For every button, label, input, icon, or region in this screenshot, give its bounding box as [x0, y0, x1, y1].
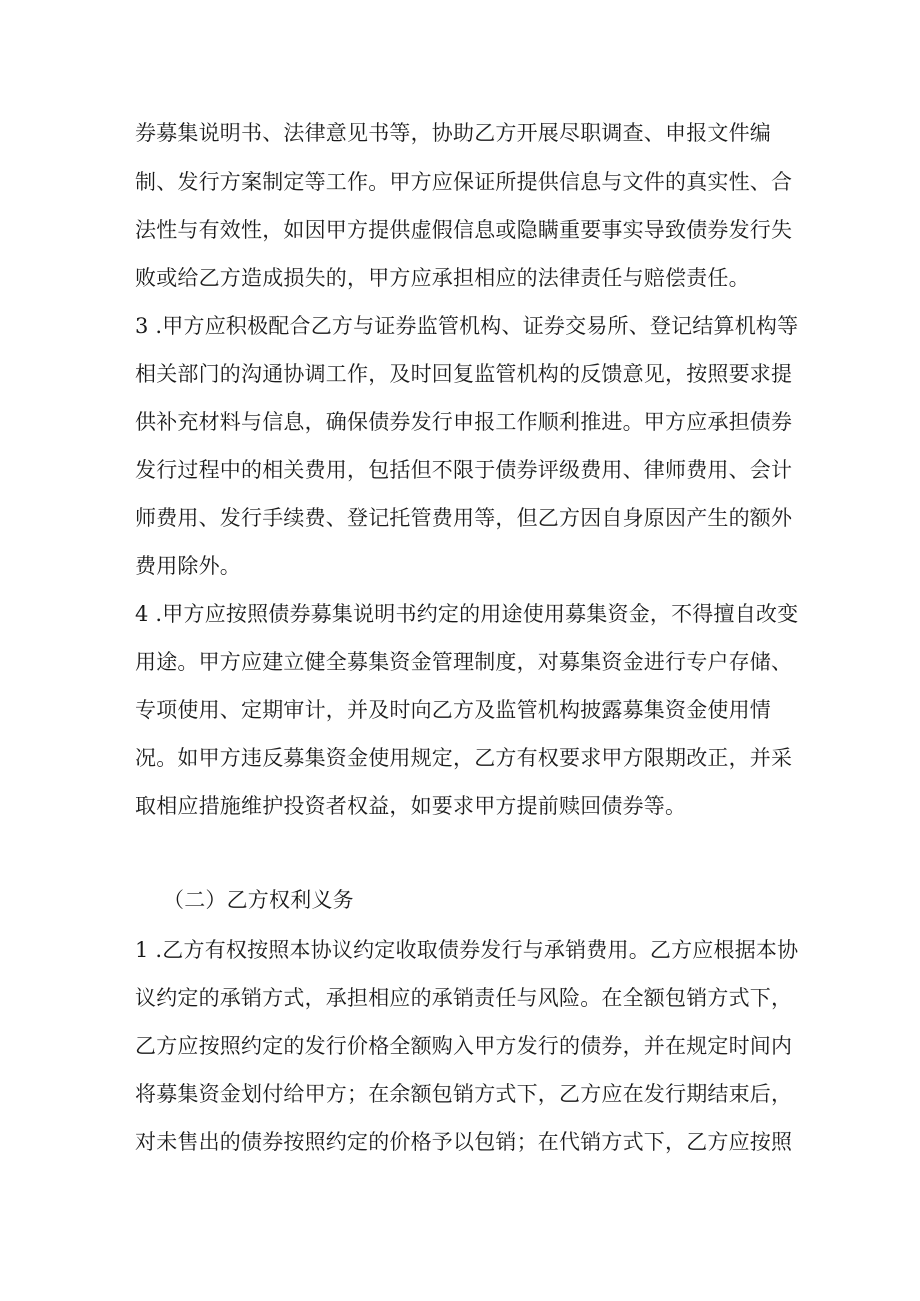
paragraph-line: 发行过程中的相关费用，包括但不限于债券评级费用、律师费用、会计: [135, 458, 793, 482]
paragraph-line: 对未售出的债券按照约定的价格予以包销；在代销方式下，乙方应按照: [135, 1130, 793, 1154]
paragraph-line: 供补充材料与信息，确保债券发行申报工作顺利推进。甲方应承担债券: [135, 410, 793, 434]
paragraph-line: 1 .乙方有权按照本协议约定收取债券发行与承销费用。乙方应根据本协: [135, 938, 799, 962]
paragraph-line: 券募集说明书、法律意见书等，协助乙方开展尽职调查、申报文件编: [135, 121, 771, 145]
section-heading: （二）乙方权利义务: [163, 888, 354, 912]
paragraph-line: 4 .甲方应按照债券募集说明书约定的用途使用募集资金，不得擅自改变: [135, 602, 799, 626]
paragraph-line: 相关部门的沟通协调工作，及时回复监管机构的反馈意见，按照要求提: [135, 362, 793, 386]
paragraph-line: 制、发行方案制定等工作。甲方应保证所提供信息与文件的真实性、合: [135, 170, 793, 194]
paragraph-line: 议约定的承销方式，承担相应的承销责任与风险。在全额包销方式下，: [135, 986, 793, 1010]
paragraph-line: 法性与有效性，如因甲方提供虚假信息或隐瞒重要事实导致债券发行失: [135, 218, 793, 242]
paragraph-line: 师费用、发行手续费、登记托管费用等，但乙方因自身原因产生的额外: [135, 506, 793, 530]
paragraph-line: 用途。甲方应建立健全募集资金管理制度，对募集资金进行专户存储、: [135, 650, 793, 674]
paragraph-line: 将募集资金划付给甲方；在余额包销方式下，乙方应在发行期结束后，: [135, 1082, 793, 1106]
paragraph-line: 乙方应按照约定的发行价格全额购入甲方发行的债券，并在规定时间内: [135, 1034, 793, 1058]
paragraph-line: 费用除外。: [135, 554, 241, 578]
paragraph-line: 3 .甲方应积极配合乙方与证券监管机构、证券交易所、登记结算机构等: [135, 314, 799, 338]
paragraph-line: 败或给乙方造成损失的，甲方应承担相应的法律责任与赔偿责任。: [135, 266, 750, 290]
paragraph-line: 取相应措施维护投资者权益，如要求甲方提前赎回债券等。: [135, 794, 687, 818]
paragraph-line: 专项使用、定期审计，并及时向乙方及监管机构披露募集资金使用情: [135, 698, 771, 722]
paragraph-line: 况。如甲方违反募集资金使用规定，乙方有权要求甲方限期改正，并采: [135, 746, 793, 770]
